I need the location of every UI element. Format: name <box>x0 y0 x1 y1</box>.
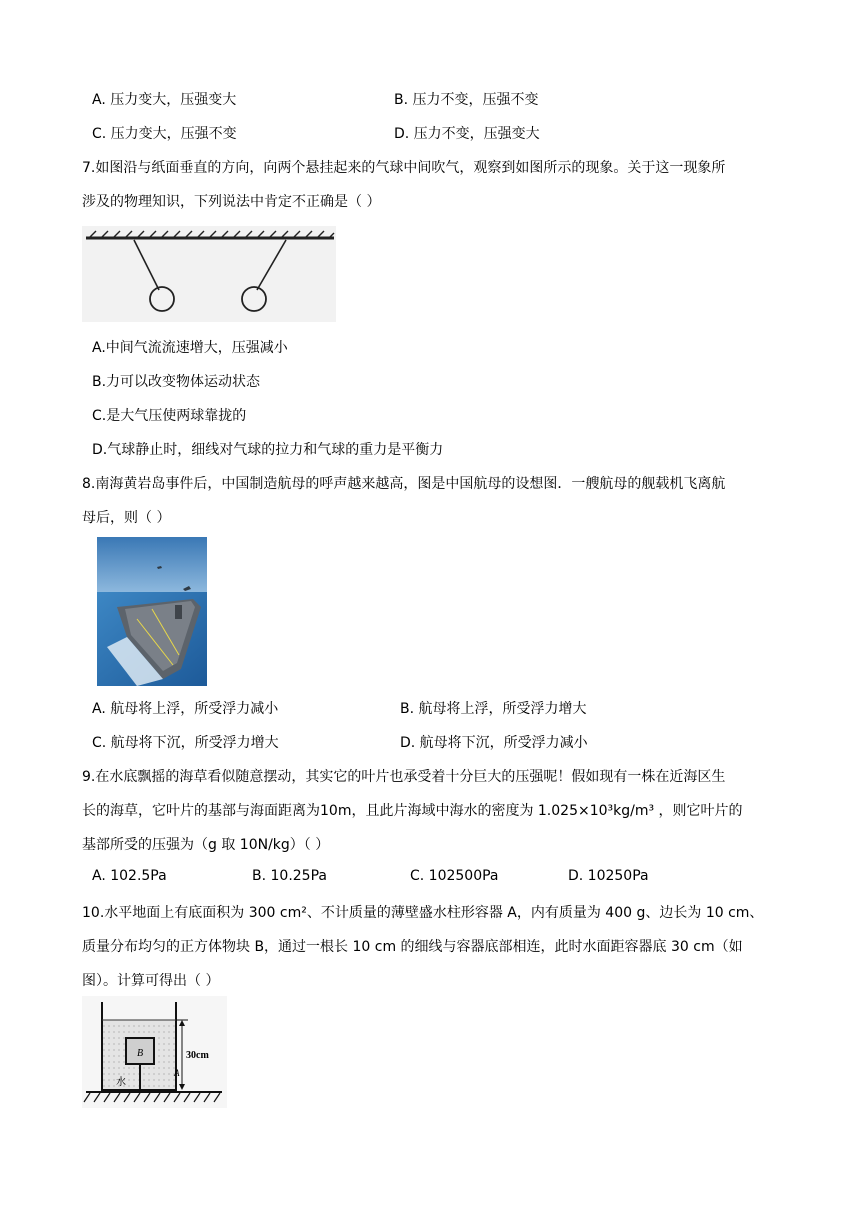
q7-stem-line1: 7.如图沿与纸面垂直的方向，向两个悬挂起来的气球中间吹气，观察到如图所示的现象。关于这一现象所 <box>82 160 726 176</box>
q7-option-d: D.气球静止时，细线对气球的拉力和气球的重力是平衡力 <box>92 442 444 458</box>
q7-option-c: C.是大气压使两球靠拢的 <box>92 408 247 424</box>
q10-stem-line3: 图）。计算可得出（ ） <box>82 973 220 989</box>
container-figure <box>82 996 227 1108</box>
q7-option-a: A.中间气流流速增大，压强减小 <box>92 340 288 356</box>
q6-option-c: C. 压力变大，压强不变 <box>92 126 237 142</box>
q8-option-b: B. 航母将上浮，所受浮力增大 <box>400 701 587 717</box>
q9-option-d: D. 10250Pa <box>568 868 649 884</box>
q6-option-a: A. 压力变大，压强变大 <box>92 92 237 108</box>
q9-stem-line2: 长的海草，它叶片的基部与海面距离为10m，且此片海域中海水的密度为 1.025×10³kg/m³ ，则它叶片的 <box>82 803 743 819</box>
q9-option-c: C. 102500Pa <box>410 868 499 884</box>
q8-option-a: A. 航母将上浮，所受浮力减小 <box>92 701 279 717</box>
q8-stem-line2: 母后，则（ ） <box>82 510 171 526</box>
q7-stem-line2: 涉及的物理知识，下列说法中肯定不正确是（ ） <box>82 194 381 210</box>
q10-stem-line2: 质量分布均匀的正方体物块 B，通过一根长 10 cm 的细线与容器底部相连，此时水面距容器底 30 cm（如 <box>82 939 743 955</box>
q6-option-d: D. 压力不变，压强变大 <box>394 126 540 142</box>
q7-option-b: B.力可以改变物体运动状态 <box>92 374 261 390</box>
container-label: A <box>174 1068 180 1078</box>
water-label: 水 <box>116 1077 126 1088</box>
q9-stem-line1: 9.在水底飘摇的海草看似随意摆动，其实它的叶片也承受着十分巨大的压强呢！假如现有一株在近海区生 <box>82 769 726 785</box>
height-label: 30cm <box>186 1050 209 1061</box>
q8-option-d: D. 航母将下沉，所受浮力减小 <box>400 735 588 751</box>
q9-stem-line3: 基部所受的压强为（g 取 10N/kg）（ ） <box>82 837 330 853</box>
q10-stem-line1: 10.水平地面上有底面积为 300 cm²、不计质量的薄壁盛水柱形容器 A，内有质量为 400 g、边长为 10 cm、 <box>82 905 764 921</box>
balloons-figure <box>82 226 336 322</box>
q6-option-b: B. 压力不变，压强不变 <box>394 92 539 108</box>
q8-stem-line1: 8.南海黄岩岛事件后，中国制造航母的呼声越来越高，图是中国航母的设想图．一艘航母的舰载机飞离航 <box>82 476 726 492</box>
q9-option-a: A. 102.5Pa <box>92 868 167 884</box>
block-b-label: B <box>136 1048 144 1059</box>
aircraft-carrier-image <box>97 537 207 686</box>
q8-option-c: C. 航母将下沉，所受浮力增大 <box>92 735 279 751</box>
q9-option-b: B. 10.25Pa <box>252 868 327 884</box>
